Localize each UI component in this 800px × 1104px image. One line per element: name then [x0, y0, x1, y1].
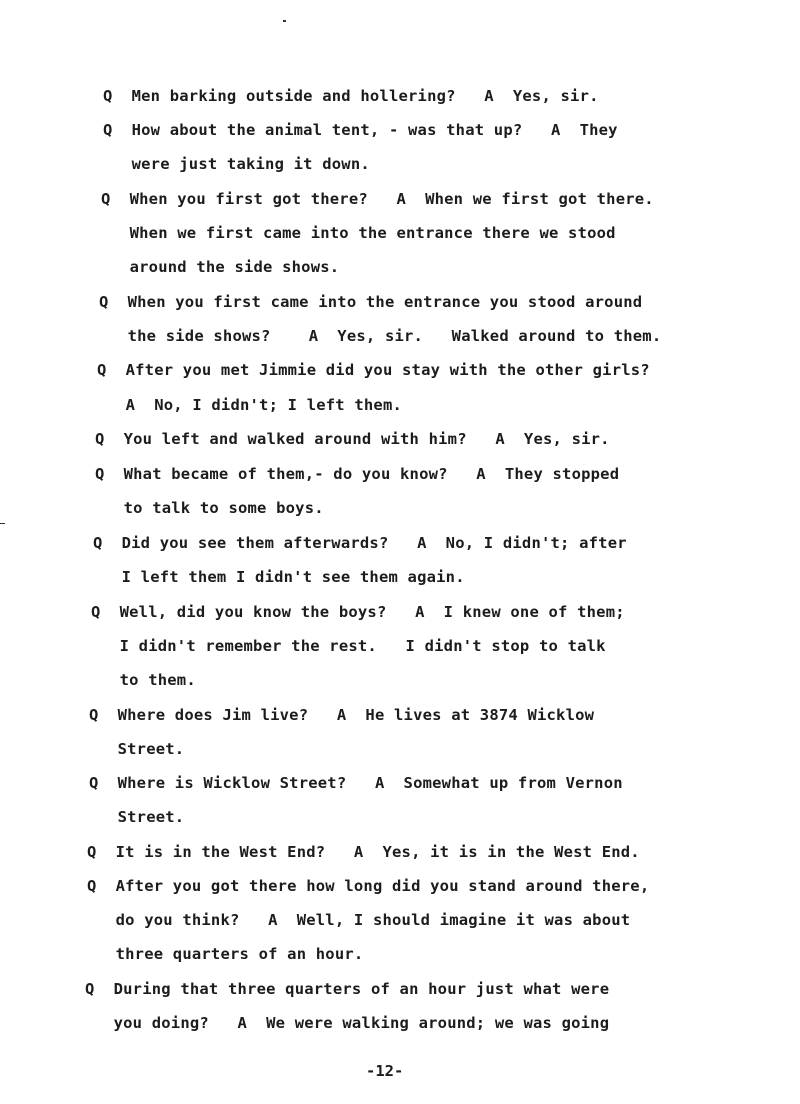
transcript-line: Q During that three quarters of an hour just what were	[85, 980, 610, 998]
transcript-line: do you think? A Well, I should imagine it was about	[87, 911, 631, 929]
transcript-line: Q When you first got there? A When we first got there.	[101, 190, 654, 208]
transcript-line: A No, I didn't; I left them.	[97, 396, 403, 414]
page-number: -12-	[366, 1062, 404, 1080]
transcript-line: Street.	[89, 808, 185, 826]
transcript-line: Q Well, did you know the boys? A I knew one of them;	[91, 603, 625, 621]
transcript-line: I left them I didn't see them again.	[93, 568, 465, 586]
transcript-line: Q Did you see them afterwards? A No, I didn't; after	[93, 534, 627, 552]
transcript-line: to talk to some boys.	[95, 499, 324, 517]
transcript-line: you doing? A We were walking around; we was going	[85, 1014, 610, 1032]
transcript-line: three quarters of an hour.	[87, 945, 364, 963]
transcript-line: Q When you first came into the entrance you stood around	[99, 293, 643, 311]
scan-margin-mark	[0, 523, 5, 524]
transcript-line: Q How about the animal tent, - was that up? A They	[103, 121, 618, 139]
transcript-line: Q Where does Jim live? A He lives at 3874 Wicklow	[89, 706, 595, 724]
scan-speck	[283, 20, 286, 22]
transcript-line: Q After you met Jimmie did you stay with the other girls?	[97, 361, 650, 379]
transcript-line: I didn't remember the rest. I didn't stop to talk	[91, 637, 606, 655]
transcript-line: Street.	[89, 740, 185, 758]
transcript-line: When we first came into the entrance there we stood	[101, 224, 616, 242]
transcript-line: the side shows? A Yes, sir. Walked around to them.	[99, 327, 662, 345]
transcript-line: around the side shows.	[101, 258, 340, 276]
transcript-line: Q What became of them,- do you know? A They stopped	[95, 465, 620, 483]
transcript-line: Q You left and walked around with him? A Yes, sir.	[95, 430, 610, 448]
transcript-line: Q Men barking outside and hollering? A Yes, sir.	[103, 87, 599, 105]
transcript-line: were just taking it down.	[103, 155, 370, 173]
transcript-line: Q After you got there how long did you stand around there,	[87, 877, 650, 895]
transcript-line: to them.	[91, 671, 196, 689]
transcript-line: Q It is in the West End? A Yes, it is in the West End.	[87, 843, 640, 861]
transcript-line: Q Where is Wicklow Street? A Somewhat up from Vernon	[89, 774, 623, 792]
